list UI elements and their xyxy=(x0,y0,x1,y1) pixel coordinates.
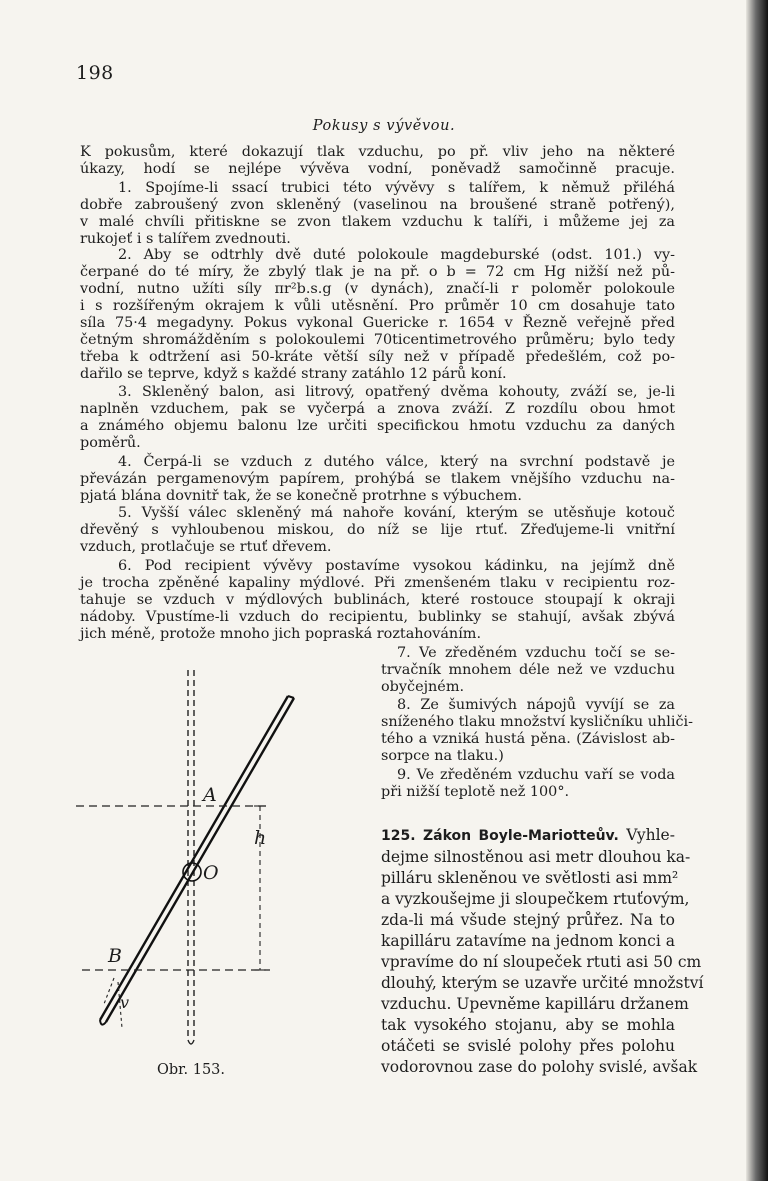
section-number: 125. xyxy=(381,828,416,844)
section-125-first-line xyxy=(381,826,675,846)
text-line: čerpané do té míry, že zbylý tlak je na př. o b = 72 cm Hg nižší než pů- xyxy=(80,264,675,280)
text-line: rukojeť i s talířem zvednouti. xyxy=(80,231,291,247)
figure-caption: Obr. 153. xyxy=(157,1062,226,1078)
text-line: dřevěný s vyhloubenou miskou, do níž se lije rtuť. Zřeďujeme-li vnitřní xyxy=(80,522,675,538)
text-line: a známého objemu balonu lze určiti specifickou hmotu vzduchu za daných xyxy=(80,418,675,434)
text-line: sníženého tlaku množství kysličníku uhliči- xyxy=(381,714,694,730)
label-h: h xyxy=(254,827,267,849)
text-line: četným shromážděním s polokoulemi 70ticentimetrového průměru; bylo tedy xyxy=(80,332,675,348)
text-line: úkazy, hodí se nejlépe vývěva vodní, poněvadž samočinně pracuje. xyxy=(80,161,675,177)
text-line: dejme silnostěnou asi metr dlouhou ka- xyxy=(381,848,691,866)
text-line: 7. Ve zředěném vzduchu točí se se- xyxy=(397,645,675,661)
running-header: Pokusy s vývěvou. xyxy=(312,118,456,134)
text-line: 4. Čerpá-li se vzduch z dutého válce, který na svrchní podstavě je xyxy=(118,454,675,470)
text-line: v malé chvíli přitiskne se zvon tlakem vzduchu k talíři, i můžeme jej za xyxy=(80,214,675,230)
text-line: 8. Ze šumivých nápojů vyvíjí se za xyxy=(397,697,675,713)
page-edge-shadow xyxy=(746,0,768,1181)
text-line: třeba k odtržení asi 50-kráte větší síly než v případě předešlém, což po- xyxy=(80,349,675,365)
text-line: i s rozšířeným okrajem k vůli utěsnění. Pro průměr 10 cm dosahuje tato xyxy=(80,298,675,314)
label-B: B xyxy=(108,945,122,967)
text-line: trvačník mnohem déle než ve vzduchu xyxy=(381,662,675,678)
text-line: dlouhý, kterým se uzavře určité množství xyxy=(381,974,704,992)
text-line: poměrů. xyxy=(80,435,141,451)
text-line: 5. Vyšší válec skleněný má nahoře kování, kterým se utěsňuje kotouč xyxy=(118,505,675,521)
text-line: je trocha zpěněné kapaliny mýdlové. Při zmenšeném tlaku v recipientu roz- xyxy=(80,575,675,591)
text-line: vodorovnou zase do polohy svislé, avšak xyxy=(381,1058,698,1076)
text-line: obyčejném. xyxy=(381,679,465,695)
text-line: 6. Pod recipient vývěvy postavíme vysokou kádinku, na jejímž dně xyxy=(118,558,675,574)
text-line: a vyzkoušejme ji sloupečkem rtuťovým, xyxy=(381,890,690,908)
text-line: vzduchu. Upevněme kapilláru držanem xyxy=(381,995,689,1013)
text-line: kapilláru zatavíme na jednom konci a xyxy=(381,932,675,950)
label-O: O xyxy=(203,862,219,884)
figure-153-diagram xyxy=(74,660,299,1060)
inclined-tube xyxy=(100,696,294,1025)
label-A: A xyxy=(203,784,217,806)
text-line: tahuje se vzduch v mýdlových bublinách, které rostouce stoupají k okraji xyxy=(80,592,675,608)
text-fragment: Vyhle- xyxy=(626,826,675,844)
text-line: naplněn vzduchem, pak se vyčerpá a znova zváží. Z rozdílu obou hmot xyxy=(80,401,675,417)
section-title: Zákon Boyle-Mariotteův. xyxy=(422,828,619,844)
text-line: jich méně, protože mnoho jich popraská roztahováním. xyxy=(80,626,482,642)
text-line: otáčeti se svislé polohy přes polohu xyxy=(381,1037,675,1055)
text-line: pilláru skleněnou ve světlosti asi mm² xyxy=(381,869,679,887)
text-line: vpravíme do ní sloupeček rtuti asi 50 cm xyxy=(381,953,702,971)
text-line: 2. Aby se odtrhly dvě duté polokoule magdeburské (odst. 101.) vy- xyxy=(118,247,675,263)
text-line: při nižší teplotě než 100°. xyxy=(381,784,570,800)
level-lines xyxy=(76,806,270,970)
text-line: 9. Ve zředěném vzduchu vaří se voda xyxy=(397,767,675,783)
text-line: tého a vzniká hustá pěna. (Závislost ab- xyxy=(381,731,675,747)
text-line: dařilo se teprve, když s každé strany zatáhlo 12 párů koní. xyxy=(80,366,507,382)
text-line: sorpce na tlaku.) xyxy=(381,748,504,764)
text-line: 1. Spojíme-li ssací trubici této vývěvy s talířem, k němuž přiléhá xyxy=(118,180,675,196)
text-line: síla 75·4 megadyny. Pokus vykonal Guericke r. 1654 v Řezně veřejně před xyxy=(80,315,675,331)
vertical-tube xyxy=(188,670,194,1044)
page-number: 198 xyxy=(76,62,114,84)
text-line: převázán pergamenovým papírem, prohýbá se tlakem vnějšího vzduchu na- xyxy=(80,471,675,487)
text-line: pjatá blána dovnitř tak, že se konečně protrhne s výbuchem. xyxy=(80,488,522,504)
text-line: dobře zabroušený zvon skleněný (vaselinou na broušené straně potřený), xyxy=(80,197,675,213)
text-line: vzduch, protlačuje se rtuť dřevem. xyxy=(80,539,332,555)
text-line: tak vysokého stojanu, aby se mohla xyxy=(381,1016,675,1034)
text-line: vodní, nutno užíti síly πr²b.s.g (v dynách), značí-li r poloměr polokoule xyxy=(80,281,675,297)
label-v: v xyxy=(120,993,130,1012)
text-line: 3. Skleněný balon, asi litrový, opatřený dvěma kohouty, zváží se, je-li xyxy=(118,384,675,400)
text-line: zda-li má všude stejný průřez. Na to xyxy=(381,911,675,929)
text-line: nádoby. Vpustíme-li vzduch do recipientu, bublinky se stahují, avšak zbývá xyxy=(80,609,675,625)
text-line: K pokusům, které dokazují tlak vzduchu, po př. vliv jeho na některé xyxy=(80,144,675,160)
